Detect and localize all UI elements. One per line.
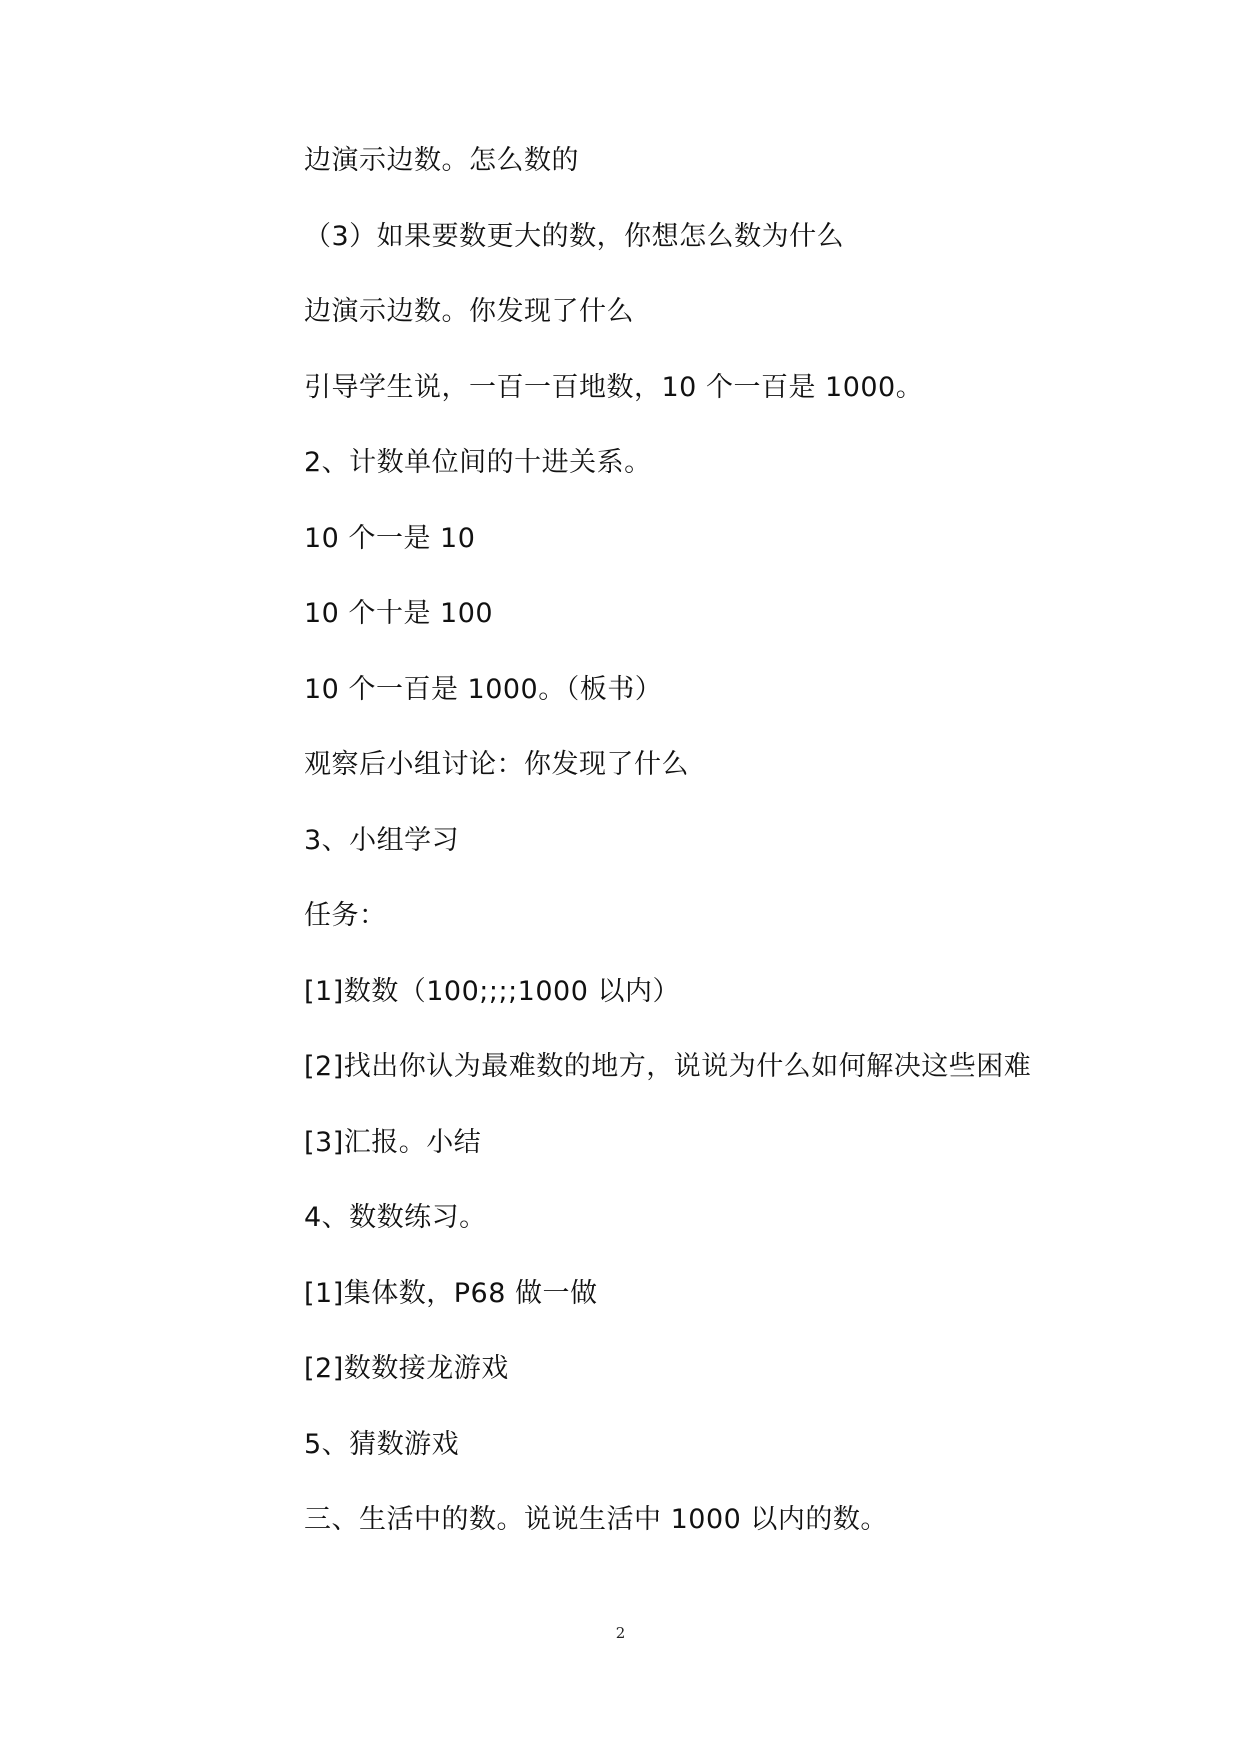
text-line: （3）如果要数更大的数，你想怎么数为什么 — [304, 220, 845, 252]
text-line: 10 个一是 10 — [304, 522, 476, 554]
text-line: 引导学生说，一百一百地数，10 个一百是 1000。 — [304, 371, 924, 403]
page-number: 2 — [615, 1624, 626, 1642]
text-line: 5、猜数游戏 — [304, 1428, 460, 1460]
text-line: [1]数数（100;;;;1000 以内） — [304, 975, 680, 1007]
text-line: 10 个十是 100 — [304, 598, 494, 629]
text-line: [2]数数接龙游戏 — [304, 1353, 509, 1384]
text-line: [1]集体数，P68 做一做 — [304, 1277, 598, 1309]
text-line: 观察后小组讨论：你发现了什么 — [304, 749, 689, 780]
text-line: 任务： — [304, 900, 387, 931]
text-line: 3、小组学习 — [304, 824, 460, 856]
text-line: 边演示边数。你发现了什么 — [304, 296, 634, 327]
text-line: 三、生活中的数。说说生活中 1000 以内的数。 — [304, 1504, 888, 1535]
document-body — [304, 146, 1084, 1581]
text-line: 边演示边数。怎么数的 — [304, 145, 579, 176]
text-line: 10 个一百是 1000。（板书） — [304, 673, 663, 705]
text-line: [3]汇报。小结 — [304, 1126, 482, 1158]
text-line: 4、数数练习。 — [304, 1202, 487, 1233]
text-line: 2、计数单位间的十进关系。 — [304, 447, 652, 478]
text-line: [2]找出你认为最难数的地方，说说为什么如何解决这些困难 — [304, 1051, 1032, 1082]
